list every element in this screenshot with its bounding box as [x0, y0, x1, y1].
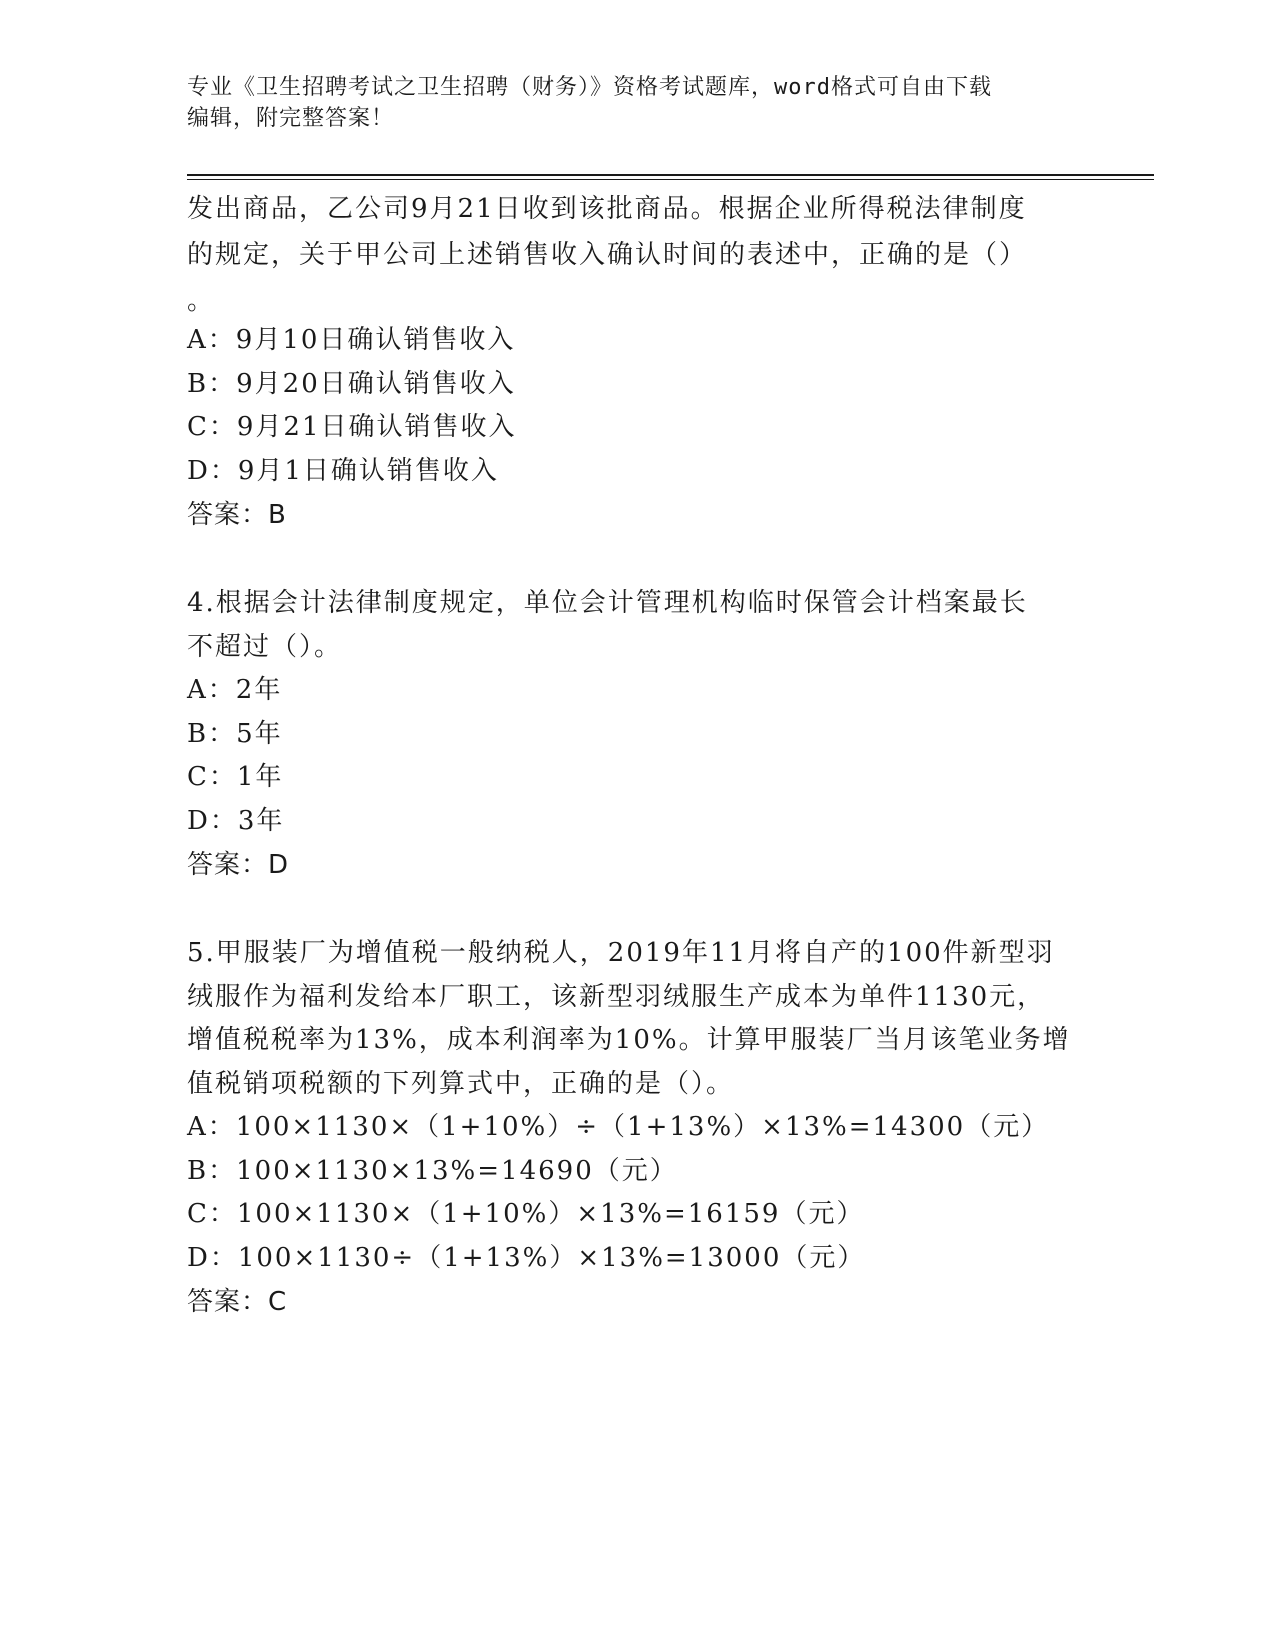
question-3-option-a: A：9月10日确认销售收入	[187, 325, 516, 355]
question-4-answer: 答案：D	[187, 850, 290, 880]
question-4	[187, 581, 1087, 888]
header-divider-thin	[187, 179, 1154, 180]
question-3-stem-line-1: 发出商品，乙公司9月21日收到该批商品。根据企业所得税法律制度	[187, 194, 1027, 224]
question-5-stem-line-3: 增值税税率为13%，成本利润率为10%。计算甲服装厂当月该笔业务增	[187, 1025, 1071, 1055]
question-5-option-d: D：100×1130÷（1+13%）×13%=13000（元）	[187, 1243, 866, 1273]
question-3-answer: 答案：B	[187, 500, 287, 530]
document-header	[187, 72, 1067, 134]
question-3-option-b: B：9月20日确认销售收入	[187, 369, 516, 399]
question-4-option-d: D：3年	[187, 806, 285, 836]
question-spacer	[187, 538, 1087, 581]
header-divider-thick	[187, 174, 1154, 176]
question-3-option-d: D：9月1日确认销售收入	[187, 456, 499, 486]
question-3-stem-line-2: 的规定，关于甲公司上述销售收入确认时间的表述中，正确的是（）	[187, 240, 1028, 270]
header-line-1: 专业《卫生招聘考试之卫生招聘（财务）》资格考试题库，word格式可自由下载	[187, 75, 992, 100]
question-4-option-b: B：5年	[187, 719, 283, 749]
question-4-option-a: A：2年	[187, 675, 283, 705]
question-3-stem-line-3: 。	[187, 286, 216, 316]
question-spacer	[187, 888, 1087, 931]
question-5-stem-line-2: 绒服作为福利发给本厂职工，该新型羽绒服生产成本为单件1130元，	[187, 982, 1046, 1012]
question-5	[187, 931, 1087, 1325]
question-5-option-a: A：100×1130×（1+10%）÷（1+13%）×13%=14300（元）	[187, 1112, 1050, 1142]
question-5-answer: 答案：C	[187, 1287, 288, 1317]
header-line-2: 编辑，附完整答案！	[187, 106, 395, 131]
question-5-stem-line-1: 5.甲服装厂为增值税一般纳税人，2019年11月将自产的100件新型羽	[187, 938, 1055, 968]
question-list	[187, 186, 1087, 1325]
question-4-stem-line-2: 不超过（）。	[187, 632, 343, 662]
question-4-option-c: C：1年	[187, 762, 284, 792]
question-5-option-c: C：100×1130×（1+10%）×13%=16159（元）	[187, 1199, 865, 1229]
question-3	[187, 186, 1087, 538]
question-5-option-b: B：100×1130×13%=14690（元）	[187, 1156, 678, 1186]
question-3-option-c: C：9月21日确认销售收入	[187, 412, 517, 442]
question-4-stem-line-1: 4.根据会计法律制度规定，单位会计管理机构临时保管会计档案最长	[187, 588, 1028, 618]
question-5-stem-line-4: 值税销项税额的下列算式中，正确的是（）。	[187, 1069, 735, 1099]
